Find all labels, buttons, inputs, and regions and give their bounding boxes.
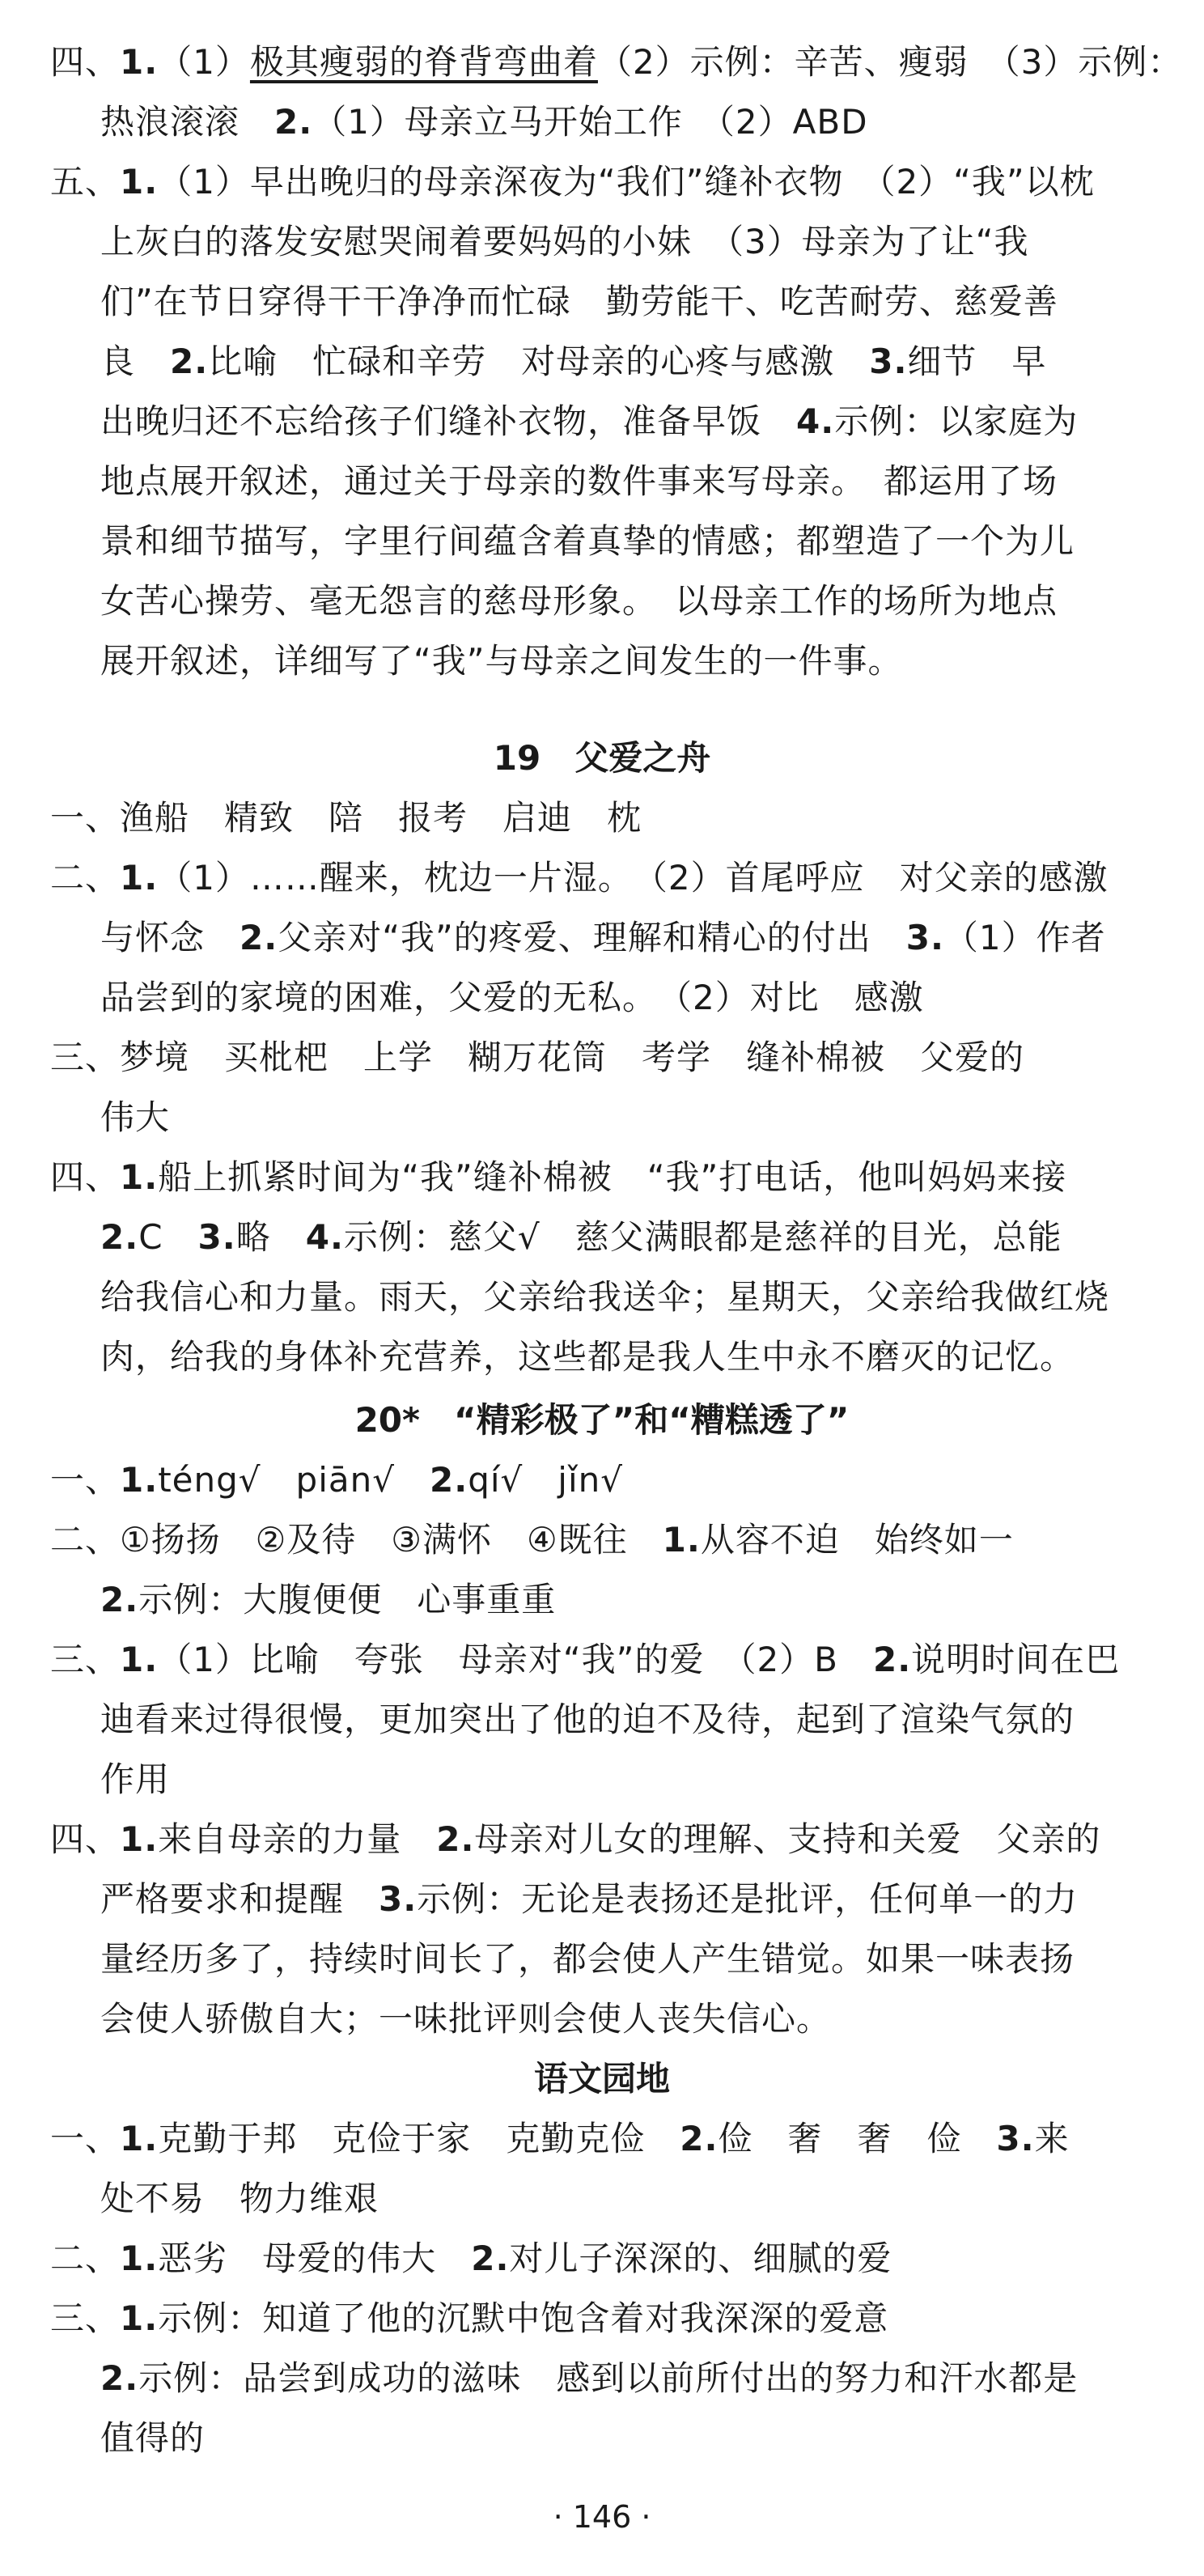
answer-line (0, 1148, 1204, 1207)
answer-line (0, 1929, 1204, 1989)
question-number: 1. (120, 2298, 159, 2338)
answer-line (0, 511, 1204, 571)
answer-text: 景和细节描写，字里行间蕴含着真挚的情感；都塑造了一个为儿 (100, 521, 1075, 561)
answer-block (0, 32, 1204, 691)
answer-text: 伟大 (100, 1097, 171, 1137)
answer-text: 父亲对“我”的疼爱、理解和精心的付出 (278, 918, 906, 957)
answer-text: 俭 奢 奢 俭 (718, 2119, 997, 2158)
answer-text: （1） (158, 42, 250, 82)
answer-text: 良 (100, 342, 171, 381)
answer-text: 热浪滚滚 (100, 102, 275, 142)
answer-line (0, 1810, 1204, 1869)
question-number: 2. (680, 2119, 719, 2158)
question-number: 2. (240, 918, 278, 957)
answer-text: 克勤于邦 克俭于家 克勤克俭 (158, 2119, 680, 2158)
answer-line (0, 968, 1204, 1028)
answer-line (0, 2289, 1204, 2349)
answer-text: 量经历多了，持续时间长了，都会使人产生错觉。如果一味表扬 (100, 1939, 1075, 1979)
answer-text: 对儿子深深的、细腻的爱 (509, 2239, 892, 2278)
answer-text: 示例：品尝到成功的滋味 感到以前所付出的努力和汗水都是 (138, 2358, 1079, 2398)
question-number: 2. (430, 1460, 468, 1500)
answer-text: （1）母亲立马开始工作 （2）ABD (312, 102, 868, 142)
answer-text: 来自母亲的力量 (158, 1819, 437, 1859)
answer-line (0, 2169, 1204, 2229)
section-title: 19 父爱之舟 (493, 738, 711, 778)
answer-text: 作用 (100, 1759, 171, 1799)
answer-block (0, 788, 1204, 1387)
answer-line (0, 2109, 1204, 2169)
answer-line (0, 1028, 1204, 1088)
question-number: 2. (471, 2239, 510, 2278)
answer-text: 从容不迫 始终如一 (700, 1520, 1014, 1560)
question-number: 2. (100, 1580, 139, 1619)
question-number: 1. (662, 1520, 701, 1560)
answer-text: 与怀念 (100, 918, 240, 957)
answer-line (0, 1510, 1204, 1570)
question-number: 3. (996, 2119, 1035, 2158)
question-number: 1. (120, 1640, 159, 1679)
answer-text: 一、 (50, 1460, 121, 1500)
question-number: 2. (100, 2358, 139, 2398)
answer-text: 来 (1034, 2119, 1070, 2158)
question-number: 4. (796, 401, 835, 441)
answer-line (0, 1690, 1204, 1750)
answer-text: （1）早出晚归的母亲深夜为“我们”缝补衣物 （2）“我”以枕 (158, 162, 1095, 202)
answer-line (0, 452, 1204, 511)
answer-text: 船上抓紧时间为“我”缝补棉被 “我”打电话，他叫妈妈来接 (158, 1157, 1067, 1197)
answer-text: 迪看来过得很慢，更加突出了他的迫不及待，起到了渲染气氛的 (100, 1700, 1075, 1739)
answer-block (0, 2109, 1204, 2468)
answer-text: 一、 (50, 2119, 121, 2158)
question-number: 2. (436, 1819, 475, 1859)
answer-line (0, 152, 1204, 212)
answer-line (0, 1207, 1204, 1267)
answer-line (0, 1989, 1204, 2049)
answer-text: 处不易 物力维艰 (100, 2179, 379, 2218)
answer-text: 极其瘦弱的脊背弯曲着 (249, 42, 598, 82)
question-number: 1. (120, 1819, 159, 1859)
answer-text: 细节 早 (907, 342, 1047, 381)
answer-text: 示例：以家庭为 (834, 401, 1079, 441)
answer-text: 略 (235, 1217, 306, 1257)
answer-text: （1）比喻 夸张 母亲对“我”的爱 （2）B (158, 1640, 873, 1679)
answer-line (0, 1869, 1204, 1929)
answer-text: qí√ jǐn√ (468, 1460, 624, 1500)
answer-text: （1）……醒来，枕边一片湿。 （2）首尾呼应 对父亲的感激 (158, 858, 1109, 898)
question-number: 3. (905, 918, 944, 957)
answer-text: 三、梦境 买枇杷 上学 糊万花筒 考学 缝补棉被 父爱的 (50, 1038, 1025, 1077)
answer-line (0, 32, 1204, 92)
question-number: 2. (100, 1217, 139, 1257)
question-number: 1. (120, 858, 159, 898)
answer-line (0, 1267, 1204, 1327)
section-title: 语文园地 (533, 2059, 670, 2099)
answer-text: 出晚归还不忘给孩子们缝补衣物，准备早饭 (100, 401, 797, 441)
answer-text: 母亲对儿女的理解、支持和关爱 父亲的 (474, 1819, 1101, 1859)
question-number: 2. (274, 102, 313, 142)
answer-text: 二、 (50, 2239, 121, 2278)
answer-line (0, 392, 1204, 452)
answer-line (0, 212, 1204, 272)
answer-text: 品尝到的家境的困难，父爱的无私。 （2）对比 感激 (100, 978, 924, 1017)
question-number: 2. (170, 342, 209, 381)
answer-line (0, 1327, 1204, 1387)
answer-text: C (138, 1217, 198, 1257)
answer-text: 肉，给我的身体补充营养，这些都是我人生中永不磨灭的记忆。 (100, 1337, 1075, 1377)
answer-text: 上灰白的落发安慰哭闹着要妈妈的小妹 （3）母亲为了让“我 (100, 222, 1029, 261)
answer-line (0, 272, 1204, 332)
answer-text: 四、 (50, 1819, 121, 1859)
question-number: 4. (305, 1217, 344, 1257)
answer-line (0, 1630, 1204, 1690)
answer-text: 示例：慈父√ 慈父满眼都是慈祥的目光，总能 (343, 1217, 1062, 1257)
answer-text: téng√ piān√ (158, 1460, 430, 1500)
question-number: 1. (120, 2119, 159, 2158)
answer-text: 们”在节日穿得干干净净而忙碌 勤劳能干、吃苦耐劳、慈爱善 (100, 282, 1058, 321)
question-number: 3. (869, 342, 908, 381)
answer-line (0, 631, 1204, 691)
answer-line (0, 908, 1204, 968)
answer-text: 值得的 (100, 2418, 206, 2458)
answer-text: 恶劣 母爱的伟大 (158, 2239, 472, 2278)
answer-text: 示例：知道了他的沉默中饱含着对我深深的爱意 (158, 2298, 889, 2338)
answer-text: 二、 (50, 858, 121, 898)
question-number: 2. (872, 1640, 912, 1679)
question-number: 3. (379, 1879, 418, 1919)
answer-line (0, 2349, 1204, 2408)
answer-line (0, 2408, 1204, 2468)
answer-text: 女苦心操劳、毫无怨言的慈母形象。 以母亲工作的场所为地点 (100, 581, 1058, 621)
answer-line (0, 332, 1204, 392)
answer-text: 展开叙述，详细写了“我”与母亲之间发生的一件事。 (100, 641, 903, 681)
answer-text: 说明时间在巴 (911, 1640, 1121, 1679)
question-number: 1. (120, 162, 159, 202)
answer-line (0, 1450, 1204, 1510)
answer-text: 示例：无论是表扬还是批评，任何单一的力 (417, 1879, 1079, 1919)
answer-text: 给我信心和力量。雨天，父亲给我送伞；星期天，父亲给我做红烧 (100, 1277, 1110, 1317)
answer-text: 三、 (50, 2298, 121, 2338)
answer-text: 四、 (50, 42, 121, 82)
answer-text: （1）作者 (943, 918, 1106, 957)
answer-text: 一、渔船 精致 陪 报考 启迪 枕 (50, 798, 642, 838)
answer-text: 地点展开叙述，通过关于母亲的数件事来写母亲。 都运用了场 (100, 461, 1058, 501)
answer-line (0, 848, 1204, 908)
answer-text: 二、①扬扬 ②及待 ③满怀 ④既往 (50, 1520, 663, 1560)
answer-line (0, 92, 1204, 152)
answer-text: （2）示例：辛苦、瘦弱 （3）示例： (597, 42, 1183, 82)
question-number: 1. (120, 2239, 159, 2278)
answer-line (0, 1570, 1204, 1630)
answer-line (0, 1750, 1204, 1810)
section-title: 20* “精彩极了”和“糟糕透了” (354, 1400, 850, 1440)
question-number: 1. (120, 1460, 159, 1500)
answer-text: 四、 (50, 1157, 121, 1197)
answer-line (0, 2229, 1204, 2289)
answer-text: 严格要求和提醒 (100, 1879, 379, 1919)
answer-text: 示例：大腹便便 心事重重 (138, 1580, 557, 1619)
answer-text: 会使人骄傲自大；一味批评则会使人丧失信心。 (100, 1999, 832, 2039)
answer-line (0, 571, 1204, 631)
question-number: 3. (197, 1217, 236, 1257)
answer-text: 比喻 忙碌和辛劳 对母亲的心疼与感激 (208, 342, 870, 381)
question-number: 1. (120, 1157, 159, 1197)
answer-line (0, 788, 1204, 848)
answer-line (0, 1088, 1204, 1148)
answer-block (0, 1450, 1204, 2049)
page-number: · 146 · (553, 2499, 651, 2535)
question-number: 1. (120, 42, 159, 82)
answer-text: 五、 (50, 162, 121, 202)
answer-text: 三、 (50, 1640, 121, 1679)
